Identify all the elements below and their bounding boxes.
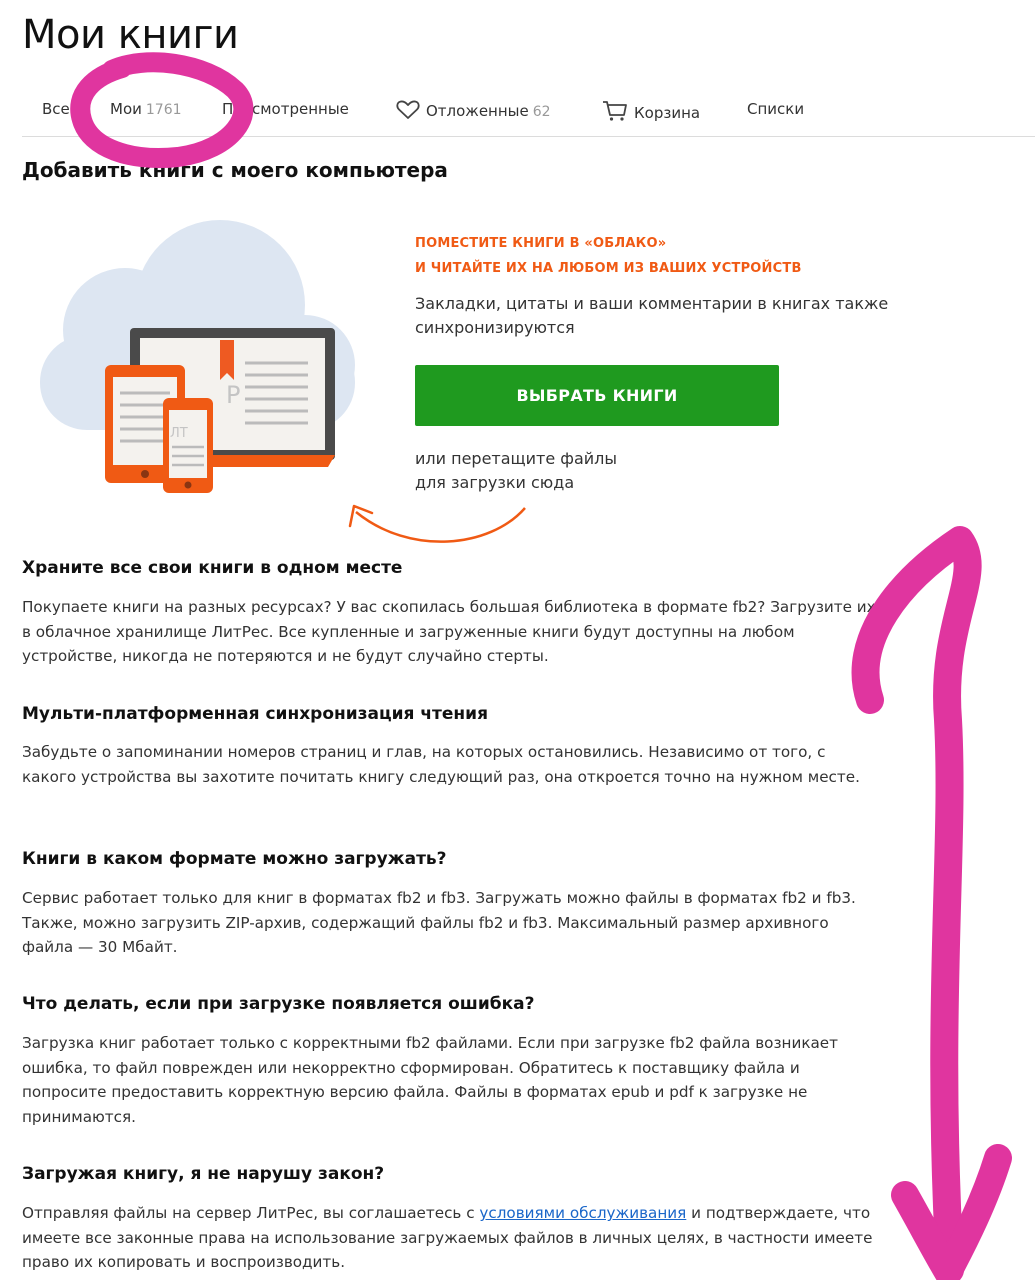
- devices-cloud-illustration: [30, 215, 370, 500]
- phone-icon: [163, 398, 213, 493]
- faq-body: Загрузка книг работает только с корректными fb2 файлами. Если при загрузке fb2 файла возникает ошибка, то файл поврежден или некорректно сформирован. Обратитесь к поставщику файла и попросите предоставить корректную версию файла. Файлы в форматах epub и pdf к загрузке не принимаются.: [22, 1034, 838, 1126]
- tab-mine[interactable]: [110, 100, 182, 118]
- faq-title: Что делать, если при загрузке появляется ошибка?: [22, 994, 535, 1014]
- tab-label: Просмотренные: [222, 100, 349, 118]
- tab-count: 1761: [145, 102, 182, 118]
- tab-label: Отложенные: [426, 102, 529, 120]
- terms-of-service-link[interactable]: условиями обслуживания: [479, 1204, 687, 1222]
- faq-body-text: и подтверждаете, что имеете все законные права на использование загружаемых файлов в личных целях, в частности имеете право их копировать и воспроизводить.: [22, 1204, 873, 1272]
- tab-cart[interactable]: [602, 100, 700, 122]
- faq-body: Забудьте о запоминании номеров страниц и глав, на которых остановились. Независимо от того, с какого устройства вы захотите почитать книгу следующий раз, она откроется точно на нужном месте.: [22, 743, 860, 786]
- heart-icon: [396, 100, 420, 120]
- tab-all[interactable]: [42, 100, 70, 118]
- tab-label: Корзина: [634, 104, 701, 122]
- faq-body: [22, 1201, 882, 1275]
- tab-label: Мои: [110, 100, 142, 118]
- double-arrow-marker-head: [905, 1158, 998, 1272]
- faq-title: Книги в каком формате можно загружать?: [22, 849, 447, 869]
- faq-title: Мульти-платформенная синхронизация чтения: [22, 704, 489, 724]
- tab-lists[interactable]: [747, 100, 804, 118]
- upload-heading: Добавить книги с моего компьютера: [22, 158, 448, 182]
- choose-books-button[interactable]: ВЫБРАТЬ КНИГИ: [415, 365, 779, 426]
- drop-zone-hint[interactable]: [415, 447, 715, 495]
- phone-letters: ЛТ: [170, 426, 188, 441]
- tab-deferred[interactable]: [396, 100, 551, 120]
- page-title: Мои книги: [22, 12, 239, 58]
- promo-subtitle: Закладки, цитаты и ваши комментарии в книгах также синхронизируются: [415, 294, 889, 337]
- promo-title-line2: И ЧИТАЙТЕ ИХ НА ЛЮБОМ ИЗ ВАШИХ УСТРОЙСТВ: [415, 261, 802, 276]
- tab-count: 62: [532, 104, 551, 120]
- faq-body-text: Отправляя файлы на сервер ЛитРес, вы соглашаетесь с: [22, 1204, 475, 1222]
- drag-hint-line2: для загрузки сюда: [415, 473, 575, 492]
- laptop-letter: P: [226, 381, 241, 409]
- tab-label: Все: [42, 100, 70, 118]
- faq-body: Покупаете книги на разных ресурсах? У вас скопилась большая библиотека в формате fb2? Загрузите их в облачное хранилище ЛитРес. Все купленные и загруженные книги будут доступны на любом устройстве, никогда не потеряются и не будут случайно стерты.: [22, 598, 876, 666]
- faq-title: Храните все свои книги в одном месте: [22, 558, 403, 578]
- faq-body: Сервис работает только для книг в форматах fb2 и fb3. Загружать можно файлы в форматах fb2 и fb3. Также, можно загрузить ZIP-архив, содержащий файлы fb2 и fb3. Максимальный размер архивного файла — 30 Мбайт.: [22, 889, 856, 957]
- tab-label: Списки: [747, 100, 805, 118]
- promo-title-line1: ПОМЕСТИТЕ КНИГИ В «ОБЛАКО»: [415, 236, 667, 251]
- tab-bar: [22, 86, 1035, 137]
- faq-title: Загружая книгу, я не нарушу закон?: [22, 1164, 385, 1184]
- drag-hint-line1: или перетащите файлы: [415, 449, 617, 468]
- tab-viewed[interactable]: [222, 100, 349, 118]
- cart-icon: [602, 100, 628, 122]
